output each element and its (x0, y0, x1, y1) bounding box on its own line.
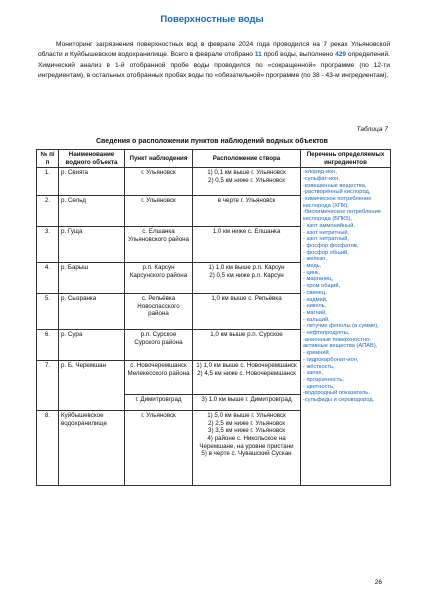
station-location: 1,0 км выше с. Репьёвка (193, 294, 301, 330)
header-point: Пункт наблюдения (125, 150, 193, 168)
header-params: Перечень определяемых ингредиентов (301, 150, 391, 168)
observation-point: с. Елшанка Ульяновского района (125, 227, 193, 263)
intro-text-4: определений. Химический анализ в 1-й отобранной пробе воды проводился по «сокращенной» программе (по 12-ти ингредиентам), в остальных отобранных пробах воды по «обязательной» программе (по 38 - 43-м ингредиентам). (38, 51, 391, 80)
page-number: 26 (374, 579, 382, 586)
observation-point: р.п. Сурское Сурского района (125, 330, 193, 361)
row-number: 5. (37, 294, 59, 330)
header-num: № п/п (37, 150, 59, 168)
table-row (37, 168, 391, 196)
table-caption: Сведения о расположении пунктов наблюдений водных объектов (96, 138, 328, 145)
row-number: 3. (37, 227, 59, 263)
rivers-count: 7 (323, 41, 327, 48)
station-location: 1) 5,0 км выше г. Ульяновск 2) 2,5 км ниже г. Ульяновск 3) 3,5 км ниже г. Ульяновск 4) районе с. Никольское на Черемшане, на уровне пристани 5) в черте с. Чувашский Сускан (193, 411, 301, 486)
intro-text-2: реках Ульяновской области и Куйбышевском водохранилище. Всего в феврале отобрано (38, 41, 390, 59)
observation-point: с. Репьёвка Новоспасского района (125, 294, 193, 330)
observation-point: г. Ульяновск (125, 411, 193, 486)
water-object: р. Сельд (59, 196, 125, 227)
table-header-row (37, 150, 391, 168)
water-object: Куйбышевское водохранилище (59, 411, 125, 486)
row-number: 4. (37, 263, 59, 294)
row-number: 6. (37, 330, 59, 361)
header-location: Расположение створа (193, 150, 301, 168)
water-object: р. Барыш (59, 263, 125, 294)
station-location: 1) 1,0 км выше с. Новочеремшанск 2) 4,5 км ниже с. Новочеремшанск (193, 361, 301, 395)
samples-count: 11 (254, 51, 262, 59)
row-number: 1. (37, 168, 59, 196)
header-object: Наименование водного объекта (59, 150, 125, 168)
row-number: 7. (37, 361, 59, 411)
section-title: Поверхностные воды (160, 14, 264, 25)
observation-point: г. Димитровград (125, 395, 193, 411)
observation-points-table (36, 149, 391, 486)
table-number: Таблица 7 (356, 126, 388, 133)
water-object: р. Сызранка (59, 294, 125, 330)
intro-text-3: проб воды, выполнено (261, 51, 336, 59)
intro-paragraph (38, 40, 390, 82)
water-object: р. Свияга (59, 168, 125, 196)
determinations-count: 429 (335, 51, 347, 59)
station-location: 1,0 км ниже с. Елшанка (193, 227, 301, 263)
water-object: р. Сура (59, 330, 125, 361)
parameters-list: -хлорид-ион, -сульфат-ион, -взвешенные вещества, -растворённый кислород, -химическое потребление кислорода (ХПК), -биохимическое потребление кислорода (БПК5), - азот аммонийный, - азот нитритный, - азот нитратный, - фосфор фосфатов, - фосфор общий, - железо, - медь, - цинк, - марганец, - хром общий, - свинец, - кадмий, - никель, - магний, - кальций, - летучие фенолы (в сумме), - нефтепродукты, -анионные поверхностно-активные вещества (АПАВ), - кремний, - гидрокарбонат-ион, - жёсткость, - запах, - прозрачность, - цветность, -водородный показатель, -сульфиды и сероводород. (301, 168, 391, 486)
observation-point: г. Ульяновск (125, 168, 193, 196)
row-number: 8. (37, 411, 59, 486)
observation-point: р.п. Карсун Карсунского района (125, 263, 193, 294)
station-location: в черте г. Ульяновск (193, 196, 301, 227)
station-location: 3) 1,0 км выше г. Димитровград (193, 395, 301, 411)
observation-point: г. Ульяновск (125, 196, 193, 227)
water-object: р. Б. Черемшан (59, 361, 125, 411)
row-number: 2. (37, 196, 59, 227)
observation-point: с. Новочеремшанск Мелекесского района (125, 361, 193, 395)
intro-text-1: Мониторинг загрязнения поверхностных вод в феврале 2024 года проводился на (56, 41, 324, 48)
water-object: р. Гуща (59, 227, 125, 263)
station-location: 1) 1,0 км выше р.п. Карсун 2) 0,5 км ниже р.п. Карсун (193, 263, 301, 294)
station-location: 1) 0,1 км выше г. Ульяновск 2) 0,5 км ниже г. Ульяновск (193, 168, 301, 196)
station-location: 1,0 км выше р.п. Сурское (193, 330, 301, 361)
